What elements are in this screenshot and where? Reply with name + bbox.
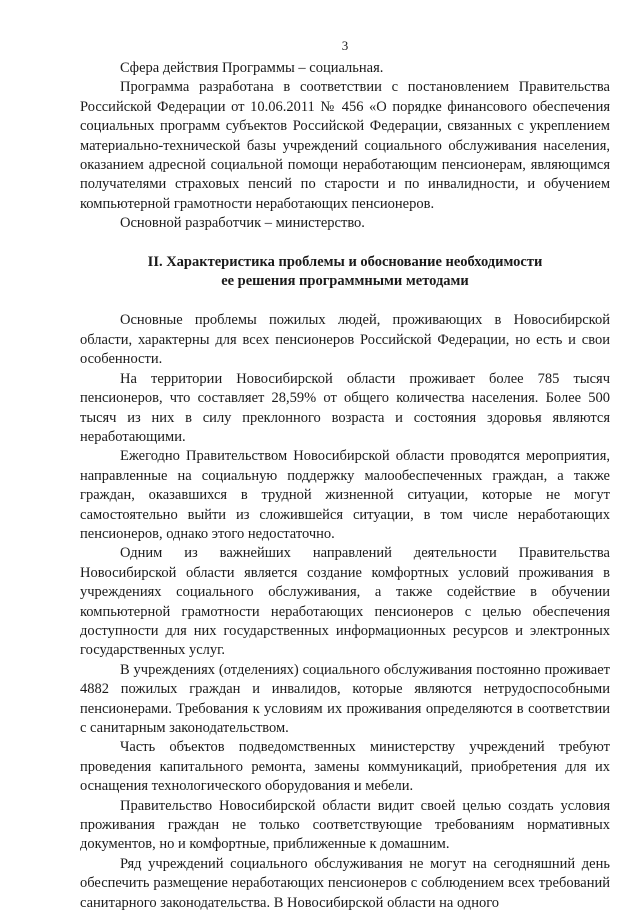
document-page (80, 38, 610, 913)
paragraph-pensioner-statistics: На территории Новосибирской области проживает более 785 тысяч пенсионеров, что составляет 28,59% от общего количества населения. Более 500 тысяч из них в силу преклонного возраста и состояния здоровья являются неработающими. (80, 370, 610, 445)
paragraph-annual-measures: Ежегодно Правительством Новосибирской области проводятся мероприятия, направленные на социальную поддержку малообеспеченных граждан, а также граждан, оказавшихся в трудной жизненной ситуации, которые не могут самостоятельно выйти из сложившейся ситуации, в том числе неработающих пенсионеров, однако этого недостаточно. (80, 448, 610, 542)
paragraph-key-directions: Одним из важнейших направлений деятельности Правительства Новосибирской области является создание комфортных условий проживания в учреждениях социального обслуживания, а также содействие в обучении компьютерной грамотности неработающих пенсионеров с целью обеспечения доступности для них государственных информационных ресурсов и электронных государственных услуг. (80, 545, 610, 659)
page-number: 3 (341, 38, 349, 53)
paragraph-legal-basis: Программа разработана в соответствии с постановлением Правительства Российской Федерации от 10.06.2011 № 456 «О порядке финансового обеспечения социальных программ субъектов Российской Федерации, связанных с укреплением материально-технической базы учреждений социального обслуживания населения, оказанием адресной социальной помощи неработающим пенсионерам, являющимся получателями страховых пенсий по старости и по инвалидности, и обучением компьютерной грамотности неработающих пенсионеров. (80, 79, 610, 212)
section-heading-line-1: II. Характеристика проблемы и обоснование необходимости (147, 253, 543, 270)
paragraph-sanitary-requirements: Ряд учреждений социального обслуживания не могут на сегодняшний день обеспечить размещение неработающих пенсионеров с соблюдением всех требований санитарного законодательства. В Новосибирской области на одного (80, 855, 610, 911)
section-heading-line-2: ее решения программными методами (221, 273, 469, 290)
paragraph-main-problems: Основные проблемы пожилых людей, проживающих в Новосибирской области, характерны для всех пенсионеров Российской Федерации, но есть и свои особенности. (80, 312, 610, 368)
paragraph-government-goal: Правительство Новосибирской области видит своей целью создать условия проживания граждан не только соответствующие требованиям нормативных документов, но и комфортные, приближенные к домашним. (80, 797, 610, 853)
paragraph-residents: В учреждениях (отделениях) социального обслуживания постоянно проживает 4882 пожилых граждан и инвалидов, которые являются нетрудоспособными пенсионерами. Требования к условиям их проживания определяются в соответствии с санитарным законодательством. (80, 661, 610, 736)
paragraph-scope: Сфера действия Программы – социальная. (120, 60, 384, 76)
section-heading (80, 253, 610, 292)
paragraph-repair-needs: Часть объектов подведомственных министерству учреждений требуют проведения капитального ремонта, замены коммуникаций, приобретения для их оснащения технологического оборудования и мебели. (80, 739, 610, 795)
paragraph-developer: Основной разработчик – министерство. (120, 215, 365, 232)
